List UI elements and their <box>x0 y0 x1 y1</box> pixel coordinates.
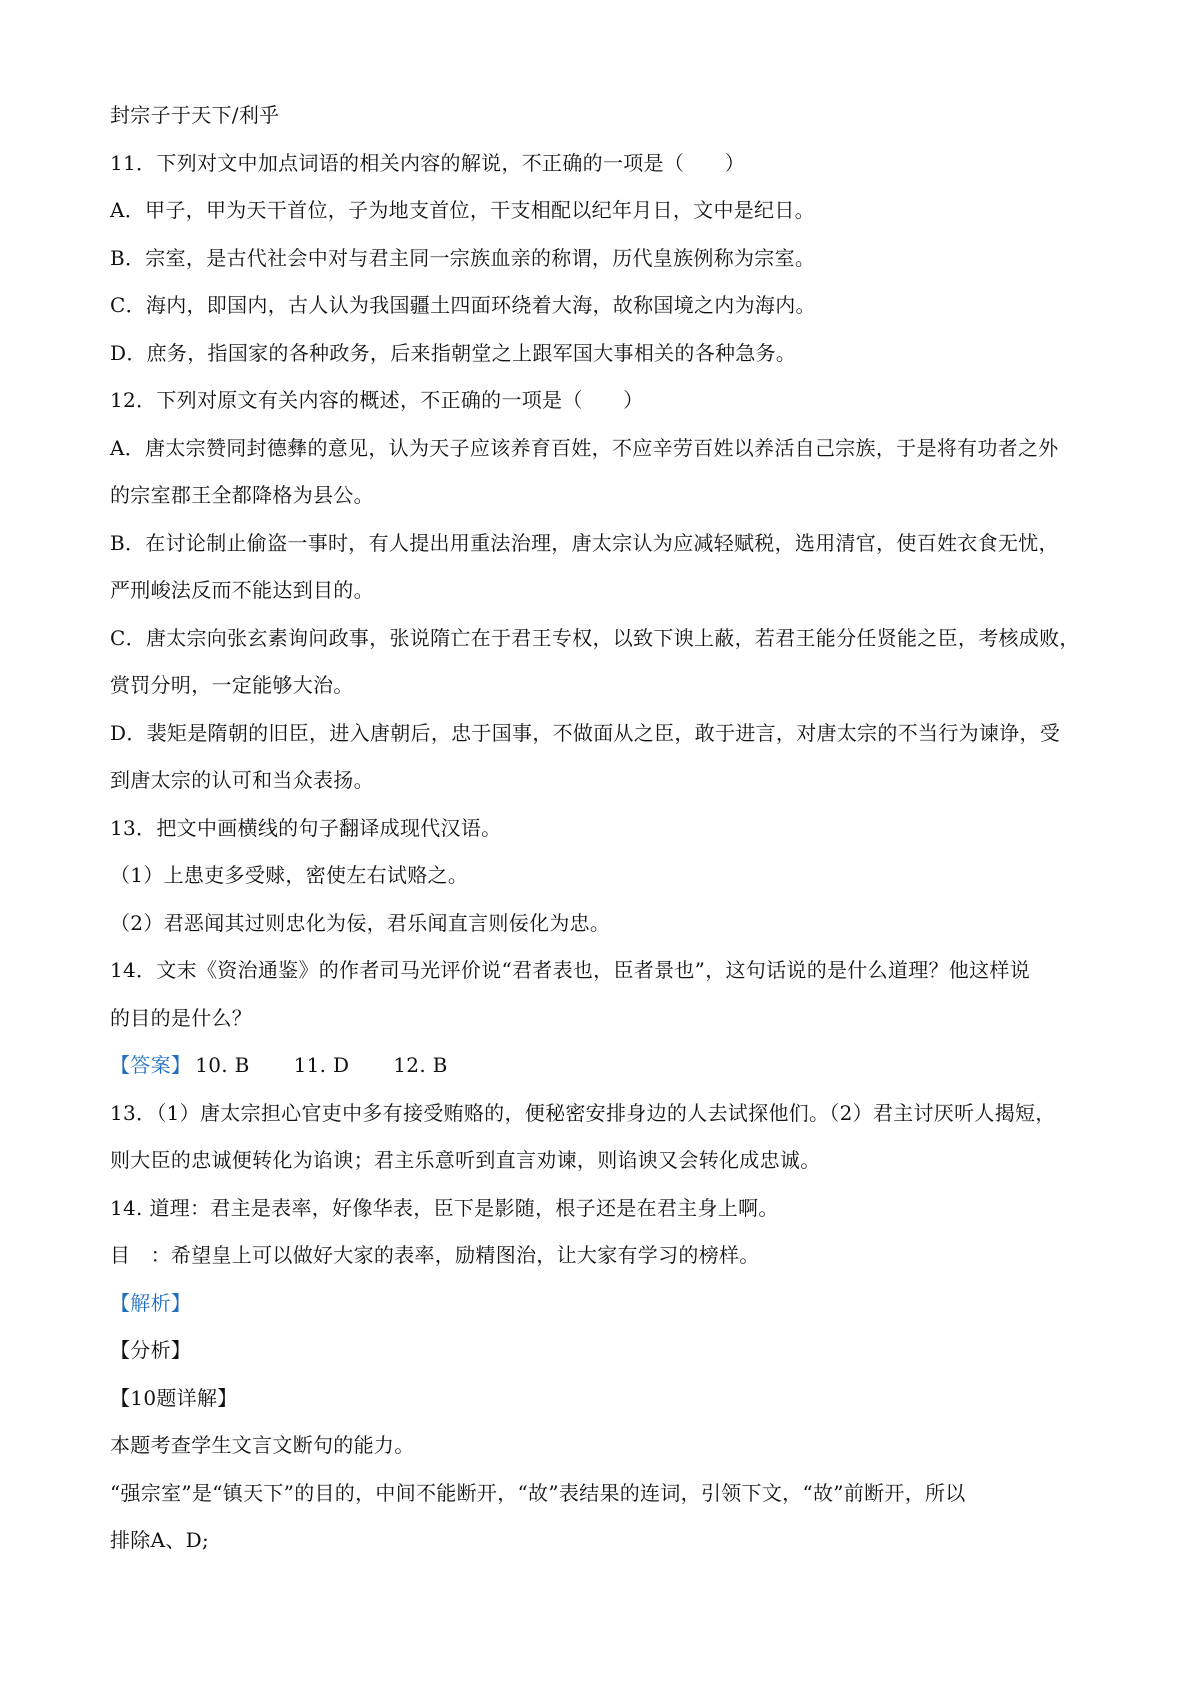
question-13-part2: （2）君恶闻其过则忠化为佞，君乐闻直言则佞化为忠。 <box>110 910 611 935</box>
question-13-part1: （1）上患吏多受赇，密使左右试赂之。 <box>110 863 469 887</box>
detail-10-text: 本题考查学生文言文断句的能力。 <box>110 1433 415 1457</box>
question-11: 11．下列对文中加点词语的相关内容的解说，不正确的一项是（ ） <box>110 150 746 175</box>
option-12a: A．唐太宗赞同封德彝的意见，认为天子应该养育百姓，不应辛劳百姓以养活自己宗族，于是将有功者之外 <box>110 435 1059 460</box>
answer-13-cont: 则大臣的忠诚便转化为谄谀；君主乐意听到直言劝谏，则谄谀又会转化成忠诚。 <box>110 1148 821 1172</box>
question-13: 13．把文中画横线的句子翻译成现代汉语。 <box>110 815 502 840</box>
option-12b-cont: 严刑峻法反而不能达到目的。 <box>110 578 374 602</box>
option-11b: B．宗室，是古代社会中对与君主同一宗族血亲的称谓，历代皇族例称为宗室。 <box>110 245 816 270</box>
question-12: 12．下列对原文有关内容的概述，不正确的一项是（ ） <box>110 388 644 412</box>
answer-label: 【答案】 <box>110 1053 192 1077</box>
analysis-label: 【解析】 <box>110 1290 192 1315</box>
option-12d: D．裴矩是隋朝的旧臣，进入唐朝后，忠于国事，不做面从之臣，敢于进言，对唐太宗的不当行为谏诤，受 <box>110 720 1061 745</box>
answer-14-purpose: 目 ：希望皇上可以做好大家的表率，励精图治，让大家有学习的榜样。 <box>110 1243 760 1267</box>
option-12a-cont: 的宗室郡王全都降格为县公。 <box>110 483 374 507</box>
answer-line <box>110 1042 1100 1090</box>
answer-12: 12. B <box>393 1053 448 1077</box>
option-11c: C．海内，即国内，古人认为我国疆土四面环绕着大海，故称国境之内为海内。 <box>110 293 816 317</box>
answer-10: 10. B <box>195 1053 250 1077</box>
answer-11: 11. D <box>293 1053 350 1077</box>
option-12c: C．唐太宗向张玄素询问政事，张说隋亡在于君王专权，以致下谀上蔽，若君王能分任贤能之臣，考核成败， <box>110 625 1080 650</box>
analysis-heading: 【分析】 <box>110 1338 192 1362</box>
document-body <box>110 92 1100 1565</box>
question-14-cont: 的目的是什么？ <box>110 1005 253 1030</box>
detail-10-explanation: “强宗室”是“镇天下”的目的，中间不能断开，“故”表结果的连词，引领下文，“故”前断开，所以 <box>110 1480 966 1505</box>
option-12d-cont: 到唐太宗的认可和当众表扬。 <box>110 768 374 792</box>
option-12c-cont: 赏罚分明，一定能够大治。 <box>110 673 354 697</box>
question-14: 14．文末《资治通鉴》的作者司马光评价说“君者表也，臣者景也”，这句话说的是什么道理？他这样说 <box>110 958 1030 982</box>
option-11a: A．甲子，甲为天干首位，子为地支首位，干支相配以纪年月日，文中是纪日。 <box>110 198 815 222</box>
answer-14-reason: 14. 道理：君主是表率，好像华表，臣下是影随，根子还是在君主身上啊。 <box>110 1195 779 1220</box>
option-11d: D．庶务，指国家的各种政务，后来指朝堂之上跟军国大事相关的各种急务。 <box>110 340 797 365</box>
detail-10-heading: 【10题详解】 <box>110 1385 238 1410</box>
option-12b: B．在讨论制止偷盗一事时，有人提出用重法治理，唐太宗认为应减轻赋税，选用清官，使百姓衣食无忧， <box>110 530 1059 555</box>
detail-10-explanation-cont: 排除A、D; <box>110 1528 210 1552</box>
answer-13: 13．（1）唐太宗担心官吏中多有接受贿赂的，便秘密安排身边的人去试探他们。（2）君主讨厌听人揭短， <box>110 1100 1056 1125</box>
text-line: 封宗子于天下/利乎 <box>110 103 280 127</box>
